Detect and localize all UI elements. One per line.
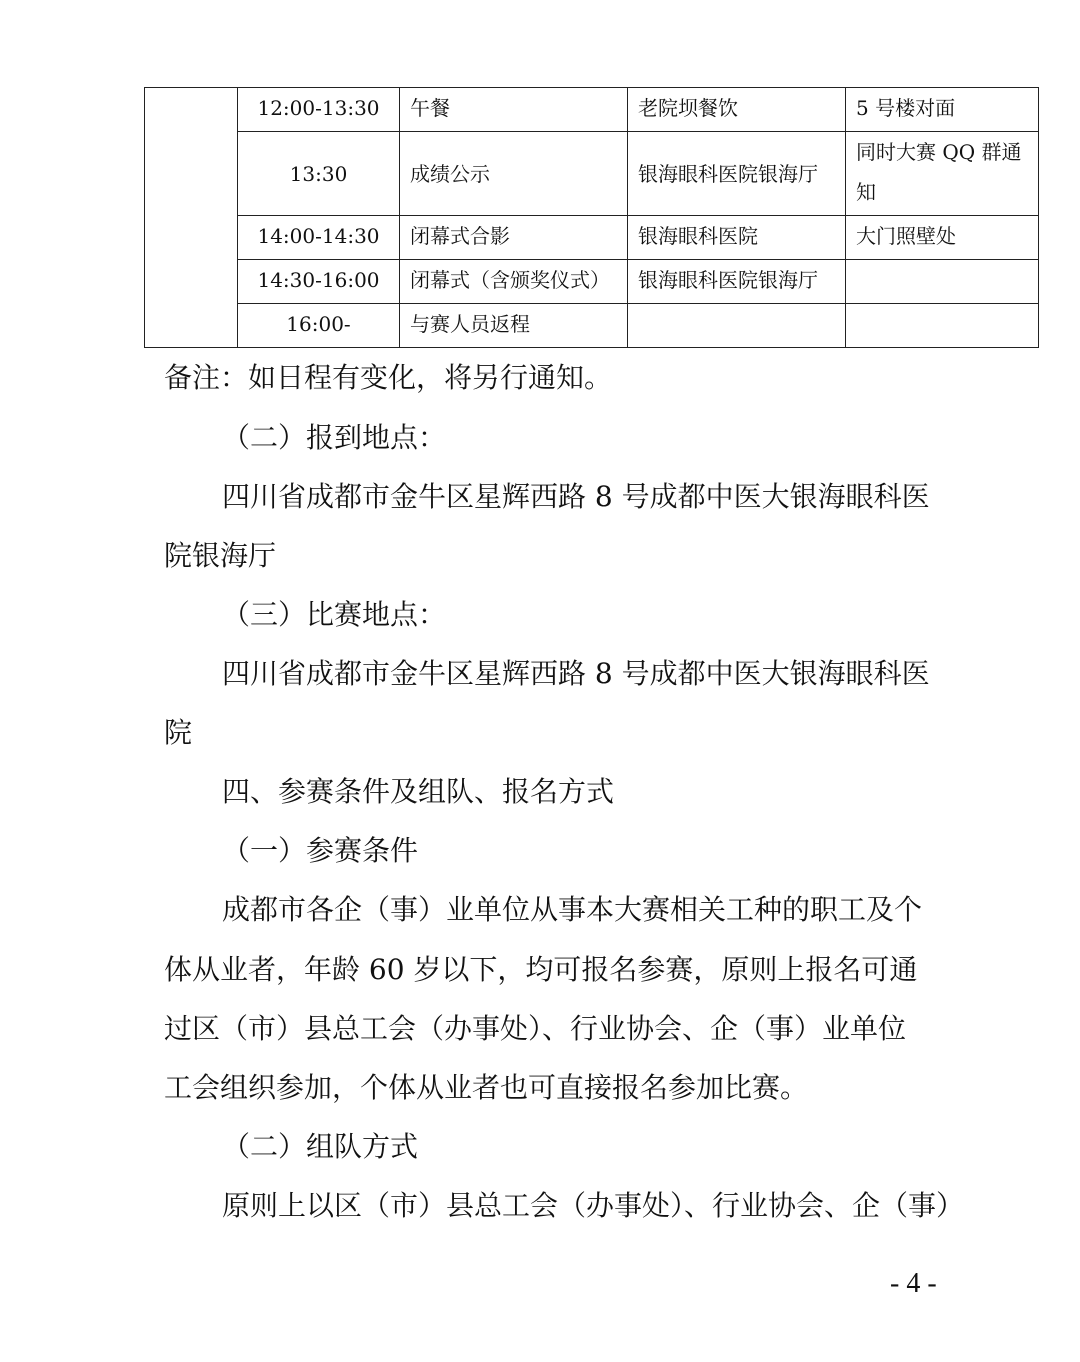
place-cell: 银海眼科医院	[628, 216, 846, 260]
place-cell: 老院坝餐饮	[628, 88, 846, 132]
time-cell: 12:00-13:30	[238, 88, 400, 132]
date-column-cell	[145, 88, 238, 348]
event-cell: 与赛人员返程	[400, 304, 628, 348]
place-cell	[628, 304, 846, 348]
note-cell: 5 号楼对面	[846, 88, 1039, 132]
venue-address-line: 院	[164, 716, 193, 749]
venue-heading: （三）比赛地点：	[222, 598, 447, 631]
table-row	[145, 88, 1039, 132]
table-row	[145, 216, 1039, 260]
event-cell: 成绩公示	[400, 132, 628, 216]
place-cell: 银海眼科医院银海厅	[628, 260, 846, 304]
remark-text: 备注：如日程有变化，将另行通知。	[164, 361, 613, 394]
note-cell	[846, 304, 1039, 348]
time-cell: 14:30-16:00	[238, 260, 400, 304]
team-heading: （二）组队方式	[222, 1130, 419, 1163]
schedule-table	[144, 87, 1039, 348]
time-cell: 14:00-14:30	[238, 216, 400, 260]
time-cell: 16:00-	[238, 304, 400, 348]
note-cell: 同时大赛 QQ 群通知	[846, 132, 1039, 216]
note-cell	[846, 260, 1039, 304]
note-cell: 大门照壁处	[846, 216, 1039, 260]
report-address-line: 院银海厅	[164, 539, 277, 572]
time-cell: 13:30	[238, 132, 400, 216]
table-row	[145, 132, 1039, 216]
table-row	[145, 260, 1039, 304]
report-address-line: 四川省成都市金牛区星辉西路 8 号成都中医大银海眼科医	[222, 480, 930, 513]
conditions-paragraph-line: 体从业者，年龄 60 岁以下，均可报名参赛，原则上报名可通	[164, 953, 918, 986]
section-heading: 四、参赛条件及组队、报名方式	[222, 775, 615, 808]
event-cell: 午餐	[400, 88, 628, 132]
team-paragraph-line: 原则上以区（市）县总工会（办事处）、行业协会、企（事）	[222, 1189, 965, 1222]
place-cell: 银海眼科医院银海厅	[628, 132, 846, 216]
page-number: - 4 -	[890, 1268, 937, 1299]
event-cell: 闭幕式合影	[400, 216, 628, 260]
event-cell: 闭幕式（含颁奖仪式）	[400, 260, 628, 304]
conditions-paragraph-line: 成都市各企（事）业单位从事本大赛相关工种的职工及个	[222, 893, 923, 926]
conditions-paragraph-line: 过区（市）县总工会（办事处）、行业协会、企（事）业单位	[164, 1012, 907, 1045]
report-location-heading: （二）报到地点：	[222, 421, 447, 454]
table-row	[145, 304, 1039, 348]
conditions-paragraph-line: 工会组织参加，个体从业者也可直接报名参加比赛。	[164, 1071, 809, 1104]
venue-address-line: 四川省成都市金牛区星辉西路 8 号成都中医大银海眼科医	[222, 657, 930, 690]
conditions-heading: （一）参赛条件	[222, 834, 419, 867]
